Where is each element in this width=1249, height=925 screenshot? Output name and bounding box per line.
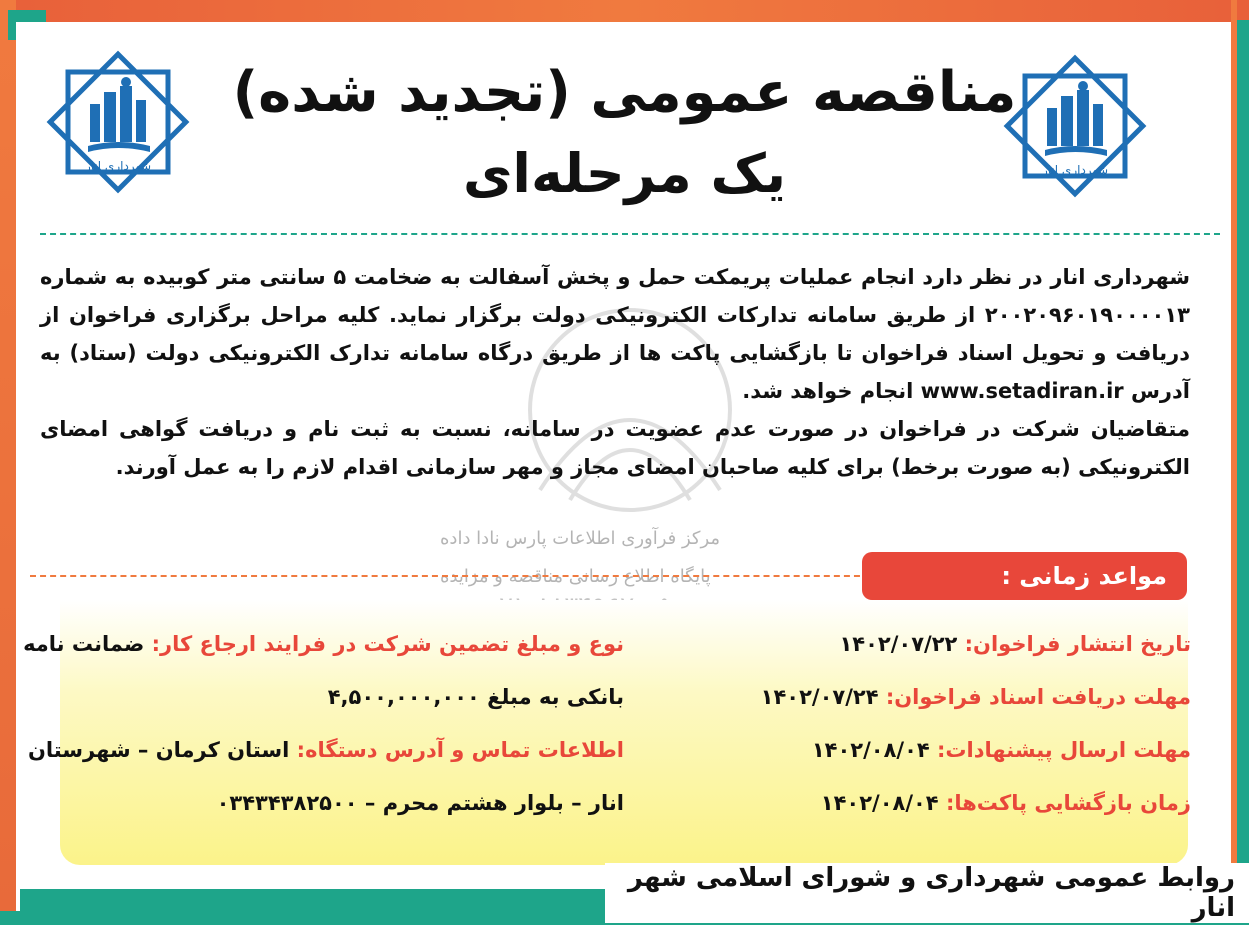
contact-row-1: [28, 738, 624, 762]
schedule-row-docs: [761, 685, 1191, 709]
body-paragraph-1: [40, 258, 1190, 410]
schedule-label: زمان بازگشایی پاکت‌ها:: [945, 791, 1191, 815]
contact-label: اطلاعات تماس و آدرس دستگاه:: [296, 738, 624, 762]
logo-caption-right: شهرداری انار: [1041, 163, 1109, 177]
schedule-row-submit: [812, 738, 1191, 762]
schedule-value: ۱۴۰۲/۰۸/۰۴: [820, 791, 939, 815]
contact-row-2: [217, 791, 624, 815]
setadiran-url-link[interactable]: www.setadiran.ir: [920, 379, 1124, 403]
page-title: مناقصه عمومی (تجدید شده): [232, 60, 1017, 125]
schedule-label: تاریخ انتشار فراخوان:: [964, 632, 1191, 656]
schedule-label: مهلت دریافت اسناد فراخوان:: [885, 685, 1191, 709]
guarantee-value-2: بانکی به مبلغ ۴,۵۰۰,۰۰۰,۰۰۰: [327, 685, 624, 709]
footer-signature: روابط عمومی شهرداری و شورای اسلامی شهر انار: [605, 863, 1249, 923]
divider-dashed-green: [40, 233, 1220, 235]
schedule-label: مهلت ارسال پیشنهادات:: [937, 738, 1191, 762]
contact-value-2: انار – بلوار هشتم محرم – ۰۳۴۳۴۳۸۲۵۰۰: [216, 791, 624, 815]
schedule-row-publish: [839, 632, 1191, 656]
top-border-bar: [0, 0, 1249, 22]
left-border-bar: [0, 0, 16, 925]
watermark-text-2: پایگاه اطلاع رسانی مناقصه و مزایده: [440, 566, 711, 587]
schedule-row-opening: [821, 791, 1191, 815]
paragraph-1-text: شهرداری انار در نظر دارد انجام عملیات پریمکت حمل و پخش آسفالت به ضخامت ۵ سانتی متر کوبیده به شماره ۲۰۰۲۰۹۶۰۱۹۰۰۰۰۱۳ از طریق سامانه تداركات الكترونيكی دولت برگزار نماید. کلیه مراحل برگزاری فراخوان از دریافت و تحویل اسناد فراخوان تا بازگشایی پاکت ها از طریق درگاه سامانه تدارک الکترونیکی دولت (ستاد) به آدرس: [40, 265, 1190, 403]
schedule-value: ۱۴۰۲/۰۸/۰۴: [811, 738, 930, 762]
guarantee-row-2: [328, 685, 624, 709]
schedule-badge: مواعد زمانی :: [862, 552, 1187, 600]
guarantee-label: نوع و مبلغ تضمین شرکت در فرایند ارجاع کار:: [151, 632, 624, 656]
paragraph-1-end: انجام خواهد شد.: [742, 379, 914, 403]
body-paragraph-2: متقاضیان شرکت در فراخوان در صورت عدم عضویت در سامانه، نسبت به ثبت نام و دریافت گواهی امضای الکترونیکی (به صورت برخط) برای کلیه صاحبان امضای مجاز و مهر سازمانی اقدام لازم را به عمل آورند.: [40, 417, 1190, 479]
schedule-value: ۱۴۰۲/۰۷/۲۴: [760, 685, 879, 709]
guarantee-row-1: [23, 632, 624, 656]
schedule-value: ۱۴۰۲/۰۷/۲۲: [839, 632, 958, 656]
guarantee-value-1: ضمانت نامه: [23, 632, 145, 656]
contact-value-1: استان کرمان – شهرستان: [27, 738, 290, 762]
divider-dashed-orange: [30, 575, 870, 577]
logo-caption-left: شهرداری انار: [84, 159, 152, 173]
announcement-body: [40, 258, 1190, 486]
watermark-text-1: مرکز فرآوری اطلاعات پارس نادا داده: [440, 528, 721, 549]
page-subtitle: یک مرحله‌ای: [462, 142, 787, 205]
